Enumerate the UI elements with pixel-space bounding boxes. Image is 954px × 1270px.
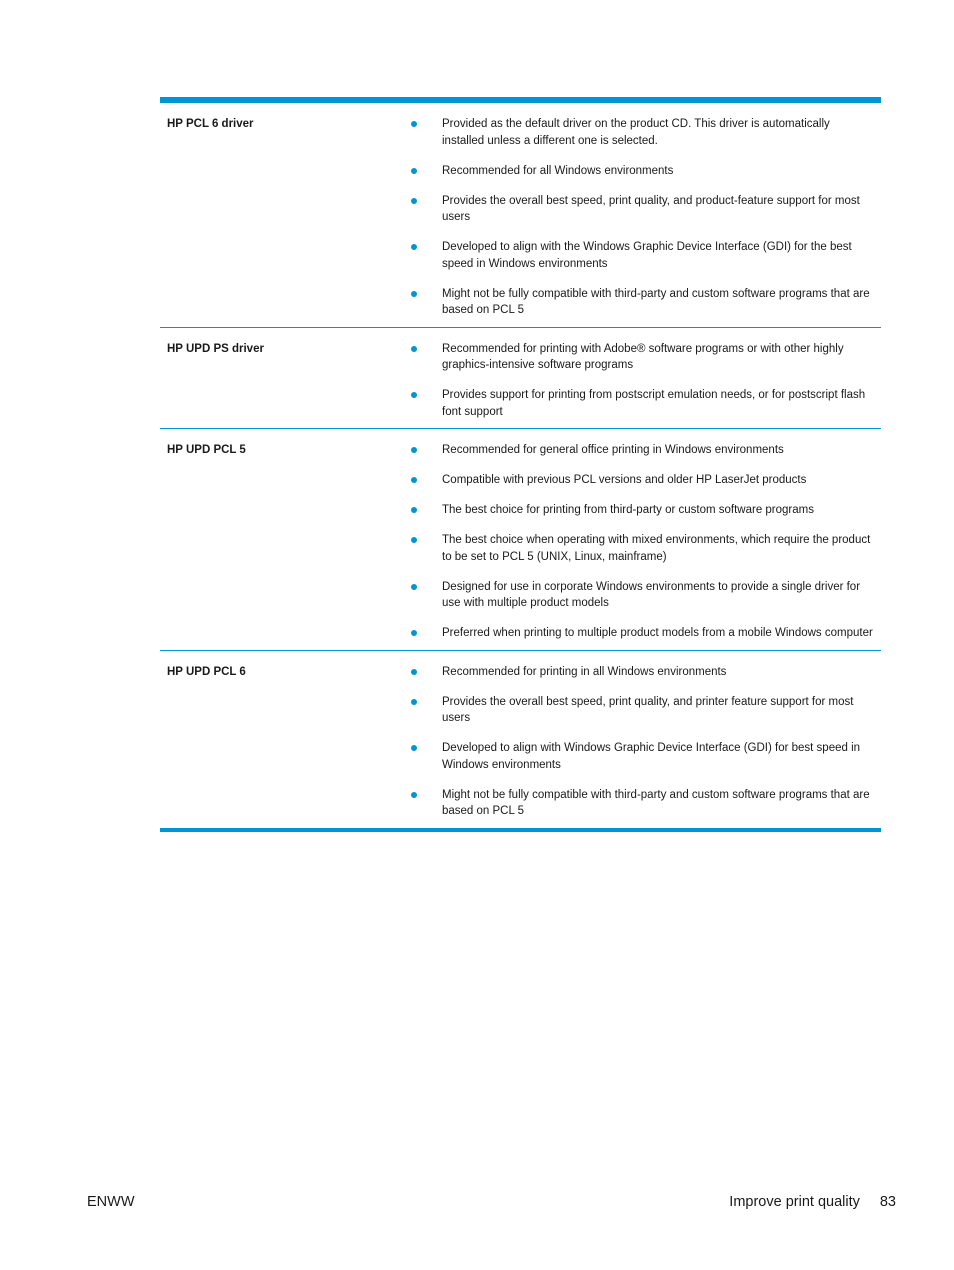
bullet-icon [411,392,417,398]
bullet-icon [411,507,417,513]
table-row [160,328,881,430]
bullet-icon [411,584,417,590]
bullet-icon [411,244,417,250]
feature-text: Recommended for printing with Adobe® software programs or with other highly graphics-intensive software programs [442,342,844,371]
bullet-icon [411,291,417,297]
bullet-icon [411,669,417,675]
bullet-icon [411,699,417,705]
feature-text: Designed for use in corporate Windows environments to provide a single driver for use with multiple product models [442,580,861,609]
bullet-icon [411,198,417,204]
feature-list [403,112,881,321]
list-item [403,286,881,319]
footer-section-title: Improve print quality [729,1194,860,1210]
table-row [160,103,881,328]
feature-text: The best choice for printing from third-party or custom software programs [442,504,814,516]
bullet-icon [411,792,417,798]
bullet-icon [411,121,417,127]
driver-name: HP UPD PS driver [167,342,264,355]
driver-name: HP PCL 6 driver [167,118,254,130]
feature-list [403,337,881,423]
footer-enww: ENWW [87,1194,135,1210]
bullet-icon [411,168,417,174]
list-item [403,502,881,519]
feature-list [403,438,881,644]
list-item [403,787,881,820]
list-item [403,579,881,612]
feature-text: Compatible with previous PCL versions and older HP LaserJet products [442,474,807,486]
bullet-icon [411,346,417,352]
list-item [403,341,881,374]
feature-text: Recommended for printing in all Windows environments [442,665,727,678]
driver-name: HP UPD PCL 6 [167,665,246,678]
page-number: 83 [879,1194,896,1210]
table-row [160,429,881,651]
list-item [403,740,881,773]
feature-text: Might not be fully compatible with third-party and custom software programs that are based on PCL 5 [442,788,870,817]
table-row [160,651,881,828]
bullet-icon [411,447,417,453]
feature-text: Provided as the default driver on the product CD. This driver is automatically installed unless a different one is selected. [442,118,830,147]
bullet-icon [411,477,417,483]
list-item [403,442,881,459]
list-item [403,239,881,272]
feature-text: The best choice when operating with mixed environments, which require the product to be set to PCL 5 (UNIX, Linux, mainframe) [442,534,871,563]
list-item [403,694,881,727]
list-item [403,625,881,642]
driver-comparison-table [160,97,881,832]
list-item [403,193,881,226]
feature-text: Provides support for printing from postscript emulation needs, or for postscript flash font support [442,389,866,418]
feature-text: Developed to align with Windows Graphic Device Interface (GDI) for best speed in Windows environments [442,742,861,771]
feature-text: Developed to align with the Windows Graphic Device Interface (GDI) for the best speed in Windows environments [442,241,852,270]
list-item [403,387,881,420]
list-item [403,472,881,489]
list-item [403,163,881,180]
driver-name: HP UPD PCL 5 [167,444,246,456]
feature-text: Recommended for general office printing in Windows environments [442,444,784,456]
feature-text: Recommended for all Windows environments [442,164,674,177]
feature-text: Preferred when printing to multiple product models from a mobile Windows computer [442,627,873,639]
footer-section [729,1192,896,1212]
bullet-icon [411,537,417,543]
feature-text: Provides the overall best speed, print quality, and product-feature support for most users [442,194,860,223]
list-item [403,664,881,681]
list-item [403,116,881,149]
feature-text: Might not be fully compatible with third-party and custom software programs that are based on PCL 5 [442,287,870,316]
list-item [403,532,881,565]
bullet-icon [411,630,417,636]
feature-list [403,660,881,822]
feature-text: Provides the overall best speed, print quality, and printer feature support for most users [442,695,854,724]
bullet-icon [411,745,417,751]
